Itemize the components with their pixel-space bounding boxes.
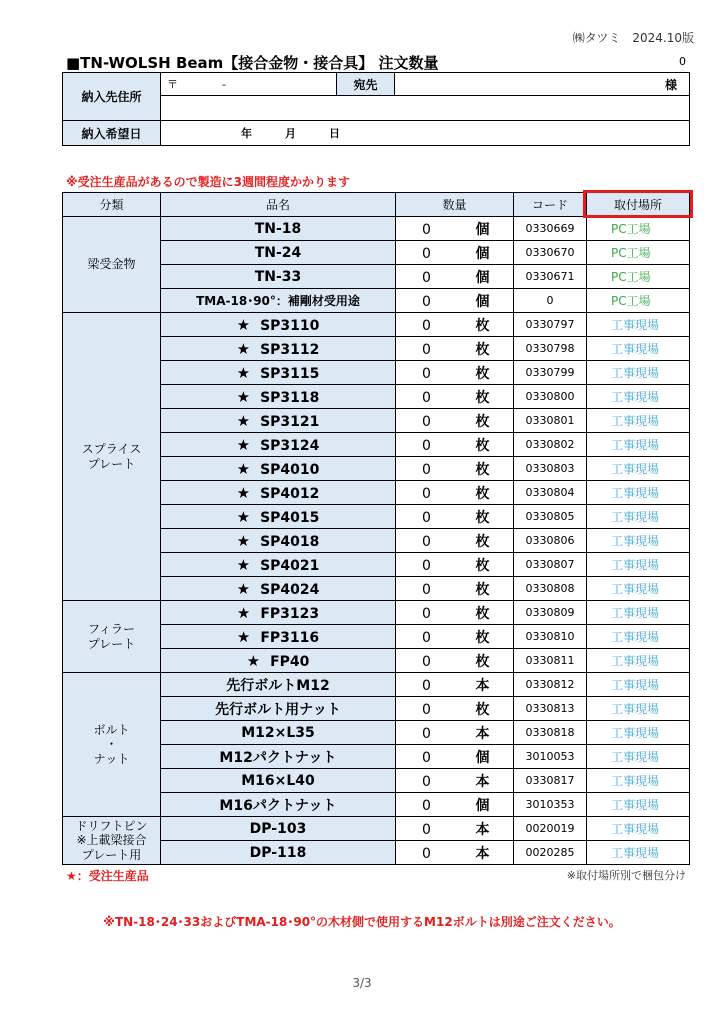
quantity-cell[interactable] [396,265,514,289]
product-name: M16パクトナット [219,797,337,814]
product-name-cell [161,649,396,673]
product-name: DP-118 [249,844,307,861]
product-name-cell [161,673,396,697]
quantity-unit: 個 [475,269,490,286]
product-name: FP3116 [260,629,320,646]
delivery-info-table [62,72,690,146]
quantity-value[interactable]: 0 [422,317,431,334]
quantity-unit: 枚 [475,581,490,598]
category-cell: ボルト ・ ナット [63,673,161,817]
install-place: 工事現場 [587,601,690,625]
product-code: 0020019 [514,817,587,841]
quantity-cell[interactable] [396,409,514,433]
quantity-unit: 本 [475,821,490,838]
star-icon: ★ [236,363,251,382]
quantity-cell[interactable] [396,769,514,793]
quantity-cell[interactable] [396,529,514,553]
product-code: 0330804 [514,481,587,505]
product-name-cell [161,625,396,649]
quantity-cell[interactable] [396,649,514,673]
install-place: 工事現場 [587,385,690,409]
product-name-cell [161,769,396,793]
bolt-order-note: ※TN-18･24･33およびTMA-18･90°の木材側で使用するM12ボルトは別途ご注文ください。 [103,915,621,929]
product-name-cell [161,505,396,529]
star-icon: ★ [236,603,251,622]
install-place: 工事現場 [587,745,690,769]
product-name: SP4018 [260,533,320,550]
quantity-value[interactable]: 0 [422,245,431,262]
top-right-value: 0 [679,55,686,68]
header-place: 取付場所 [587,193,690,217]
quantity-unit: 枚 [475,533,490,550]
quantity-cell[interactable] [396,385,514,409]
quantity-cell[interactable] [396,481,514,505]
category-cell: ドリフトピン ※上載梁接合 プレート用 [63,817,161,865]
star-icon: ★ [236,483,251,502]
production-notice: ※受注生産品があるので製造に3週間程度かかります [66,175,351,189]
product-name-cell [161,721,396,745]
product-name: TN-33 [254,268,302,285]
quantity-unit: 本 [475,725,490,742]
table-row [63,673,690,697]
quantity-cell[interactable] [396,817,514,841]
category-cell: スプライス プレート [63,313,161,601]
address-field[interactable] [161,96,690,121]
star-icon: ★ [236,387,251,406]
install-place: 工事現場 [587,793,690,817]
delivery-address-label: 納入先住所 [63,73,161,121]
product-name-cell [161,361,396,385]
product-name-cell [161,793,396,817]
install-place: 工事現場 [587,697,690,721]
quantity-cell[interactable] [396,625,514,649]
quantity-cell[interactable] [396,337,514,361]
product-code: 0330803 [514,457,587,481]
quantity-unit: 個 [475,797,490,814]
delivery-date-field[interactable]: 年 月 日 [161,121,690,146]
quantity-cell[interactable] [396,577,514,601]
product-name-cell [161,481,396,505]
quantity-unit: 個 [475,245,490,262]
quantity-value[interactable]: 0 [422,389,431,406]
header-name: 品名 [161,193,396,217]
star-icon: ★ [236,627,251,646]
company-date: ㈱タツミ 2024.10版 [572,31,694,45]
quantity-value[interactable]: 0 [422,533,431,550]
quantity-value[interactable]: 0 [422,293,431,310]
install-place: 工事現場 [587,337,690,361]
quantity-cell[interactable] [396,697,514,721]
quantity-cell[interactable] [396,289,514,313]
install-place: 工事現場 [587,553,690,577]
quantity-value[interactable]: 0 [422,581,431,598]
install-place: 工事現場 [587,577,690,601]
install-place: PC工場 [587,265,690,289]
quantity-unit: 枚 [475,629,490,646]
product-name-cell [161,337,396,361]
delivery-date-label: 納入希望日 [63,121,161,146]
product-name-cell [161,529,396,553]
product-code: 0330807 [514,553,587,577]
packing-note: ※取付場所別で梱包分け [566,869,686,882]
install-place: 工事現場 [587,625,690,649]
product-name: 先行ボルト用ナット [215,701,341,718]
category-cell: フィラー プレート [63,601,161,673]
quantity-value[interactable]: 0 [422,485,431,502]
product-name-cell [161,553,396,577]
header-code: コード [514,193,587,217]
quantity-unit: 本 [475,845,490,862]
product-code: 3010353 [514,793,587,817]
quantity-cell[interactable] [396,433,514,457]
table-row [63,601,690,625]
quantity-unit: 枚 [475,341,490,358]
quantity-unit: 本 [475,677,490,694]
quantity-value[interactable]: 0 [422,653,431,670]
product-name: SP3110 [260,317,320,334]
product-name: SP4012 [260,485,320,502]
install-place: 工事現場 [587,649,690,673]
install-place: 工事現場 [587,769,690,793]
install-place: PC工場 [587,217,690,241]
product-name: SP4010 [260,461,320,478]
product-code: 0330805 [514,505,587,529]
install-place: 工事現場 [587,409,690,433]
quantity-unit: 枚 [475,485,490,502]
table-row [63,313,690,337]
product-name: SP4021 [260,557,320,574]
quantity-cell[interactable] [396,457,514,481]
install-place: 工事現場 [587,361,690,385]
product-name: TN-24 [254,244,302,261]
product-code: 0330818 [514,721,587,745]
quantity-value[interactable]: 0 [422,677,431,694]
install-place: 工事現場 [587,481,690,505]
install-place: 工事現場 [587,673,690,697]
star-icon: ★ [236,339,251,358]
quantity-value[interactable]: 0 [422,605,431,622]
quantity-value[interactable]: 0 [422,797,431,814]
product-name-cell [161,385,396,409]
product-name-cell [161,265,396,289]
quantity-unit: 枚 [475,605,490,622]
quantity-cell[interactable] [396,793,514,817]
quantity-unit: 個 [475,749,490,766]
quantity-cell[interactable] [396,601,514,625]
star-legend: ★：受注生産品 [66,869,149,883]
star-icon: ★ [236,579,251,598]
quantity-cell[interactable] [396,505,514,529]
product-name: SP3118 [260,389,320,406]
install-place: 工事現場 [587,457,690,481]
product-code: 0330802 [514,433,587,457]
product-name: SP4024 [260,581,320,598]
product-name: FP40 [270,653,310,670]
product-name-cell [161,217,396,241]
product-name-cell [161,289,396,313]
product-code: 0330801 [514,409,587,433]
addressee-label: 宛先 [337,73,395,96]
quantity-cell[interactable] [396,241,514,265]
postal-code-field[interactable]: 〒 - [161,73,337,96]
product-code: 0330810 [514,625,587,649]
star-icon: ★ [246,651,261,670]
install-place: PC工場 [587,241,690,265]
header-qty: 数量 [396,193,514,217]
product-name-cell [161,577,396,601]
product-code: 3010053 [514,745,587,769]
quantity-value[interactable]: 0 [422,437,431,454]
quantity-value[interactable]: 0 [422,509,431,526]
header-category: 分類 [63,193,161,217]
product-name-cell [161,697,396,721]
order-quantity-table [62,192,690,865]
quantity-value[interactable]: 0 [422,749,431,766]
addressee-field[interactable]: 様 [395,73,690,96]
quantity-unit: 個 [475,221,490,238]
install-place: 工事現場 [587,505,690,529]
page-number: 3/3 [352,976,372,990]
quantity-cell[interactable] [396,721,514,745]
highlight-box [583,190,693,218]
quantity-cell[interactable] [396,217,514,241]
table-row [63,817,690,841]
quantity-cell[interactable] [396,745,514,769]
product-code: 0330809 [514,601,587,625]
product-name: SP4015 [260,509,320,526]
product-name-cell [161,313,396,337]
install-place: PC工場 [587,289,690,313]
product-name: SP3112 [260,341,320,358]
product-name: TMA-18･90°：補剛材受用途 [196,294,360,308]
quantity-unit: 枚 [475,653,490,670]
document-title: ■TN-WOLSH Beam【接合金物・接合具】 注文数量 [66,54,439,72]
quantity-unit: 枚 [475,437,490,454]
quantity-unit: 枚 [475,365,490,382]
product-code: 0330811 [514,649,587,673]
star-icon: ★ [236,435,251,454]
quantity-value[interactable]: 0 [422,701,431,718]
star-icon: ★ [236,315,251,334]
star-icon: ★ [236,411,251,430]
product-name-cell [161,433,396,457]
quantity-value[interactable]: 0 [422,557,431,574]
quantity-value[interactable]: 0 [422,221,431,238]
product-code: 0330812 [514,673,587,697]
star-icon: ★ [236,531,251,550]
product-name: DP-103 [249,820,307,837]
product-name: M12パクトナット [219,749,337,766]
product-code: 0330798 [514,337,587,361]
product-code: 0020285 [514,841,587,865]
quantity-unit: 個 [475,293,490,310]
product-name: FP3123 [260,605,320,622]
quantity-value[interactable]: 0 [422,365,431,382]
product-name-cell [161,841,396,865]
product-code: 0330799 [514,361,587,385]
quantity-value[interactable]: 0 [422,269,431,286]
star-icon: ★ [236,507,251,526]
category-cell: 梁受金物 [63,217,161,313]
product-code: 0330806 [514,529,587,553]
product-name: 先行ボルトM12 [226,677,330,694]
product-name: SP3115 [260,365,320,382]
product-name-cell [161,601,396,625]
quantity-unit: 枚 [475,413,490,430]
quantity-value[interactable]: 0 [422,629,431,646]
product-name-cell [161,745,396,769]
product-code: 0330670 [514,241,587,265]
install-place: 工事現場 [587,313,690,337]
quantity-cell[interactable] [396,553,514,577]
product-name: SP3124 [260,437,320,454]
star-icon: ★ [236,459,251,478]
product-name-cell [161,241,396,265]
product-name: M12×L35 [241,724,315,741]
install-place: 工事現場 [587,841,690,865]
table-row [63,217,690,241]
product-name-cell [161,409,396,433]
install-place: 工事現場 [587,433,690,457]
quantity-cell[interactable] [396,313,514,337]
product-code: 0330817 [514,769,587,793]
install-place: 工事現場 [587,529,690,553]
product-name-cell [161,457,396,481]
quantity-value[interactable]: 0 [422,725,431,742]
quantity-unit: 枚 [475,389,490,406]
install-place: 工事現場 [587,817,690,841]
quantity-cell[interactable] [396,361,514,385]
quantity-unit: 枚 [475,509,490,526]
quantity-value[interactable]: 0 [422,413,431,430]
install-place: 工事現場 [587,721,690,745]
product-name: TN-18 [254,220,302,237]
product-code: 0330813 [514,697,587,721]
product-code: 0330671 [514,265,587,289]
quantity-cell[interactable] [396,673,514,697]
quantity-value[interactable]: 0 [422,821,431,838]
quantity-value[interactable]: 0 [422,341,431,358]
quantity-cell[interactable] [396,841,514,865]
quantity-unit: 枚 [475,461,490,478]
product-code: 0330669 [514,217,587,241]
quantity-value[interactable]: 0 [422,461,431,478]
product-code: 0 [514,289,587,313]
product-code: 0330808 [514,577,587,601]
product-code: 0330800 [514,385,587,409]
product-name: M16×L40 [241,772,315,789]
quantity-unit: 枚 [475,701,490,718]
quantity-unit: 枚 [475,317,490,334]
quantity-unit: 枚 [475,557,490,574]
product-name: SP3121 [260,413,320,430]
quantity-value[interactable]: 0 [422,845,431,862]
quantity-unit: 本 [475,773,490,790]
star-icon: ★ [236,555,251,574]
product-code: 0330797 [514,313,587,337]
product-name-cell [161,817,396,841]
quantity-value[interactable]: 0 [422,773,431,790]
